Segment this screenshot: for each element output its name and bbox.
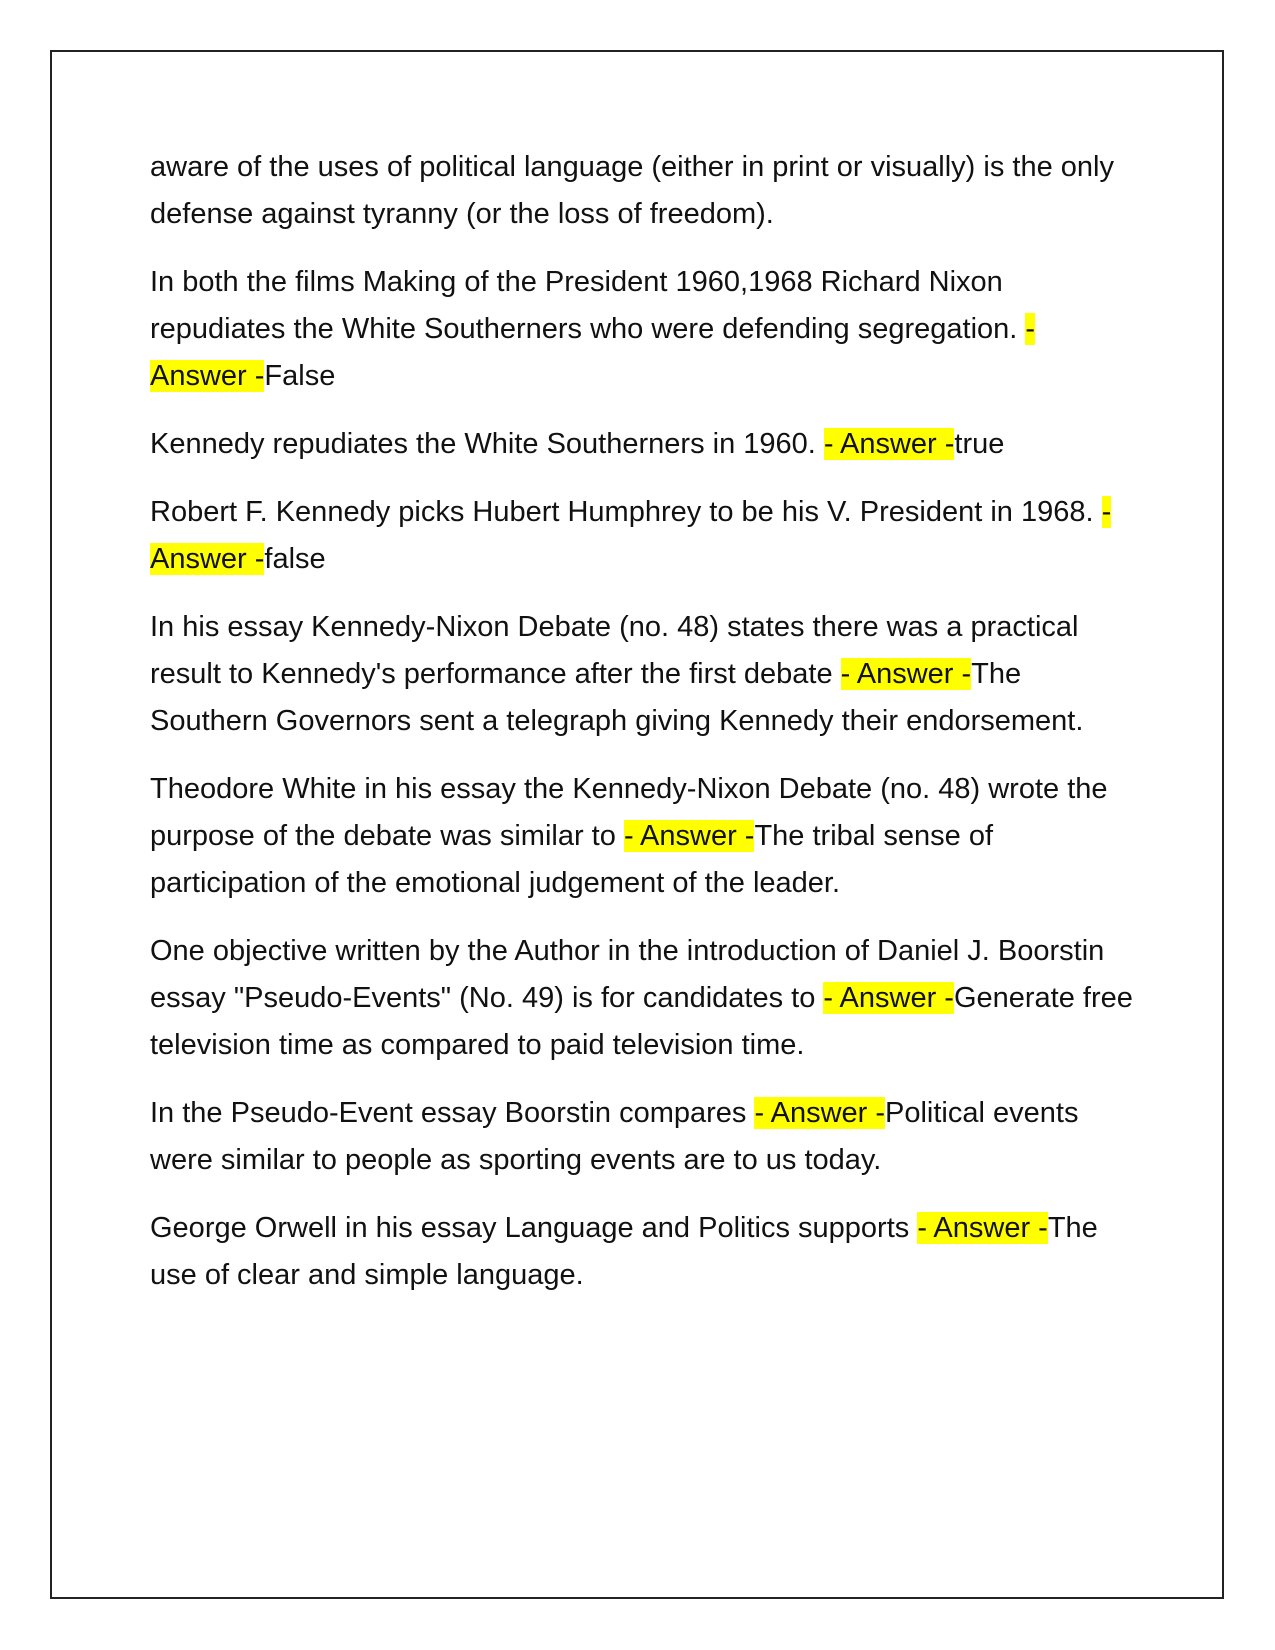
qa-item <box>150 1090 1135 1184</box>
answer-text: The use of clear and simple language. <box>150 1212 1098 1291</box>
qa-item <box>150 421 1135 468</box>
answer-marker: - Answer - <box>623 820 755 852</box>
answer-text: Generate free television time as compared to paid television time. <box>150 982 1133 1061</box>
question-text: Robert F. Kennedy picks Hubert Humphrey to be his V. President in 1968. <box>150 496 1102 528</box>
intro-text: aware of the uses of political language (either in print or visually) is the only defense against tyranny (or the loss of freedom). <box>150 151 1114 230</box>
qa-item <box>150 604 1135 745</box>
question-text: Theodore White in his essay the Kennedy-Nixon Debate (no. 48) wrote the purpose of the debate was similar to <box>150 773 1108 852</box>
question-text: George Orwell in his essay Language and Politics supports <box>150 1212 918 1244</box>
qa-item <box>150 489 1135 583</box>
answer-marker: - Answer - <box>754 1097 886 1129</box>
answer-text: The Southern Governors sent a telegraph giving Kennedy their endorsement. <box>150 658 1084 737</box>
answer-marker: - Answer - <box>917 1212 1048 1244</box>
question-text: Kennedy repudiates the White Southerners in 1960. <box>150 428 824 460</box>
qa-item <box>150 928 1135 1069</box>
answer-marker: - Answer - <box>823 428 955 460</box>
answer-text: False <box>264 360 336 392</box>
answer-text: Political events were similar to people as sporting events are to us today. <box>150 1097 1079 1176</box>
answer-marker: - Answer - <box>150 496 1112 575</box>
qa-item <box>150 1205 1135 1299</box>
question-text: In both the films Making of the President 1960,1968 Richard Nixon repudiates the White Southerners who were defending segregation. <box>150 266 1026 345</box>
question-text: One objective written by the Author in the introduction of Daniel J. Boorstin essay "Pseudo-Events" (No. 49) is for candidates to <box>150 935 1105 1014</box>
answer-marker: - Answer - <box>150 313 1036 392</box>
intro-paragraph <box>150 144 1135 238</box>
answer-text: false <box>264 543 326 575</box>
question-text: In the Pseudo-Event essay Boorstin compares <box>150 1097 755 1129</box>
answer-text: true <box>954 428 1005 460</box>
answer-marker: - Answer - <box>823 982 954 1014</box>
qa-item <box>150 766 1135 907</box>
document-body <box>150 144 1135 1320</box>
answer-text: The tribal sense of participation of the emotional judgement of the leader. <box>150 820 994 899</box>
question-text: In his essay Kennedy-Nixon Debate (no. 48) states there was a practical result to Kennedy's performance after the first debate <box>150 611 1079 690</box>
qa-item <box>150 259 1135 400</box>
answer-marker: - Answer - <box>840 658 972 690</box>
